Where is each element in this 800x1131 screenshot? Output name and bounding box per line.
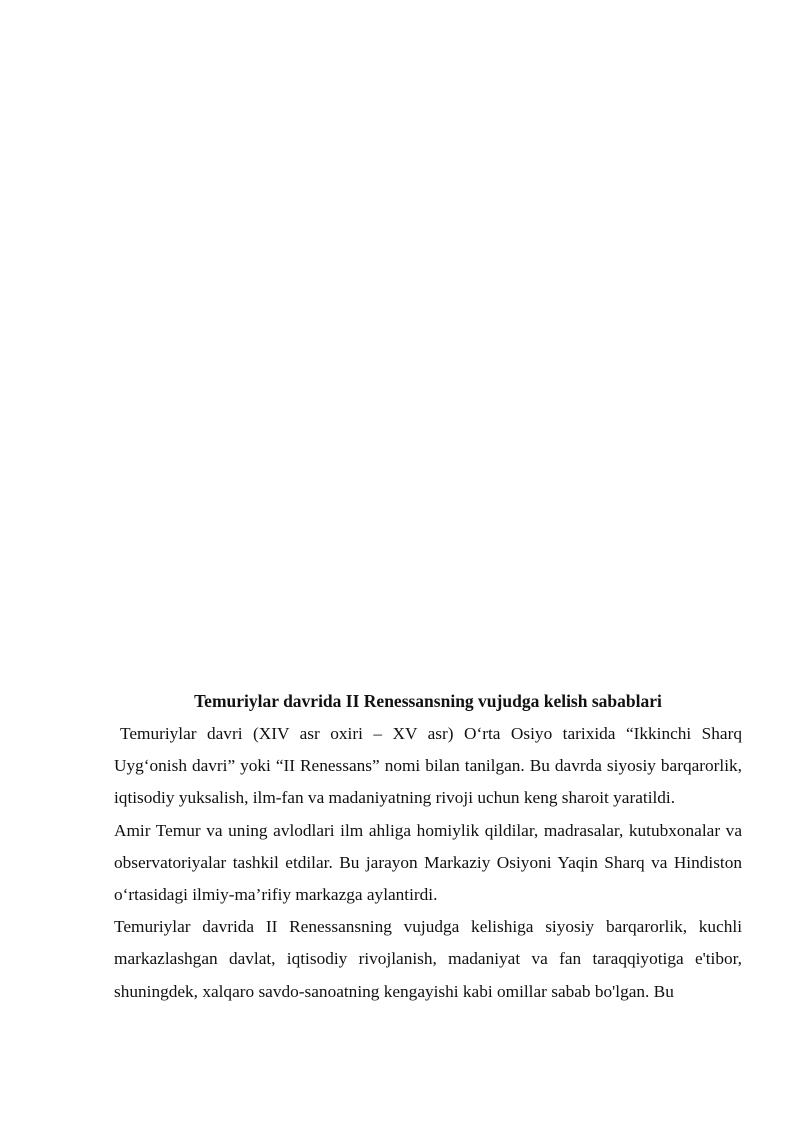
paragraph-causes: Temuriylar davrida II Renessansning vujudga kelishiga siyosiy barqarorlik, kuchli markazlashgan davlat, iqtisodiy rivojlanish, madaniyat va fan taraqqiyotiga e'tibor, shuningdek, xalqaro savdo-sanoatning kengayishi kabi omillar sabab bo'lgan. Bu bbox=[114, 917, 742, 1001]
document-title: Temuriylar davrida II Renessansning vujudga kelish sabablari bbox=[194, 691, 662, 711]
paragraph-intro: Temuriylar davri (XIV asr oxiri – XV asr) O‘rta Osiyo tarixida “Ikkinchi Sharq Uyg‘onish davri” yoki “II Renessans” nomi bilan tanilgan. Bu davrda siyosiy barqarorlik, iqtisodiy yuksalish, ilm-fan va madaniyatning rivoji uchun keng sharoit yaratildi. bbox=[114, 724, 742, 808]
document-body bbox=[114, 690, 742, 1008]
paragraph-patronage: Amir Temur va uning avlodlari ilm ahliga homiylik qildilar, madrasalar, kutubxonalar va observatoriyalar tashkil etdilar. Bu jarayon Markaziy Osiyoni Yaqin Sharq va Hindiston o‘rtasidagi ilmiy-ma’rifiy markazga aylantirdi. bbox=[114, 820, 742, 905]
